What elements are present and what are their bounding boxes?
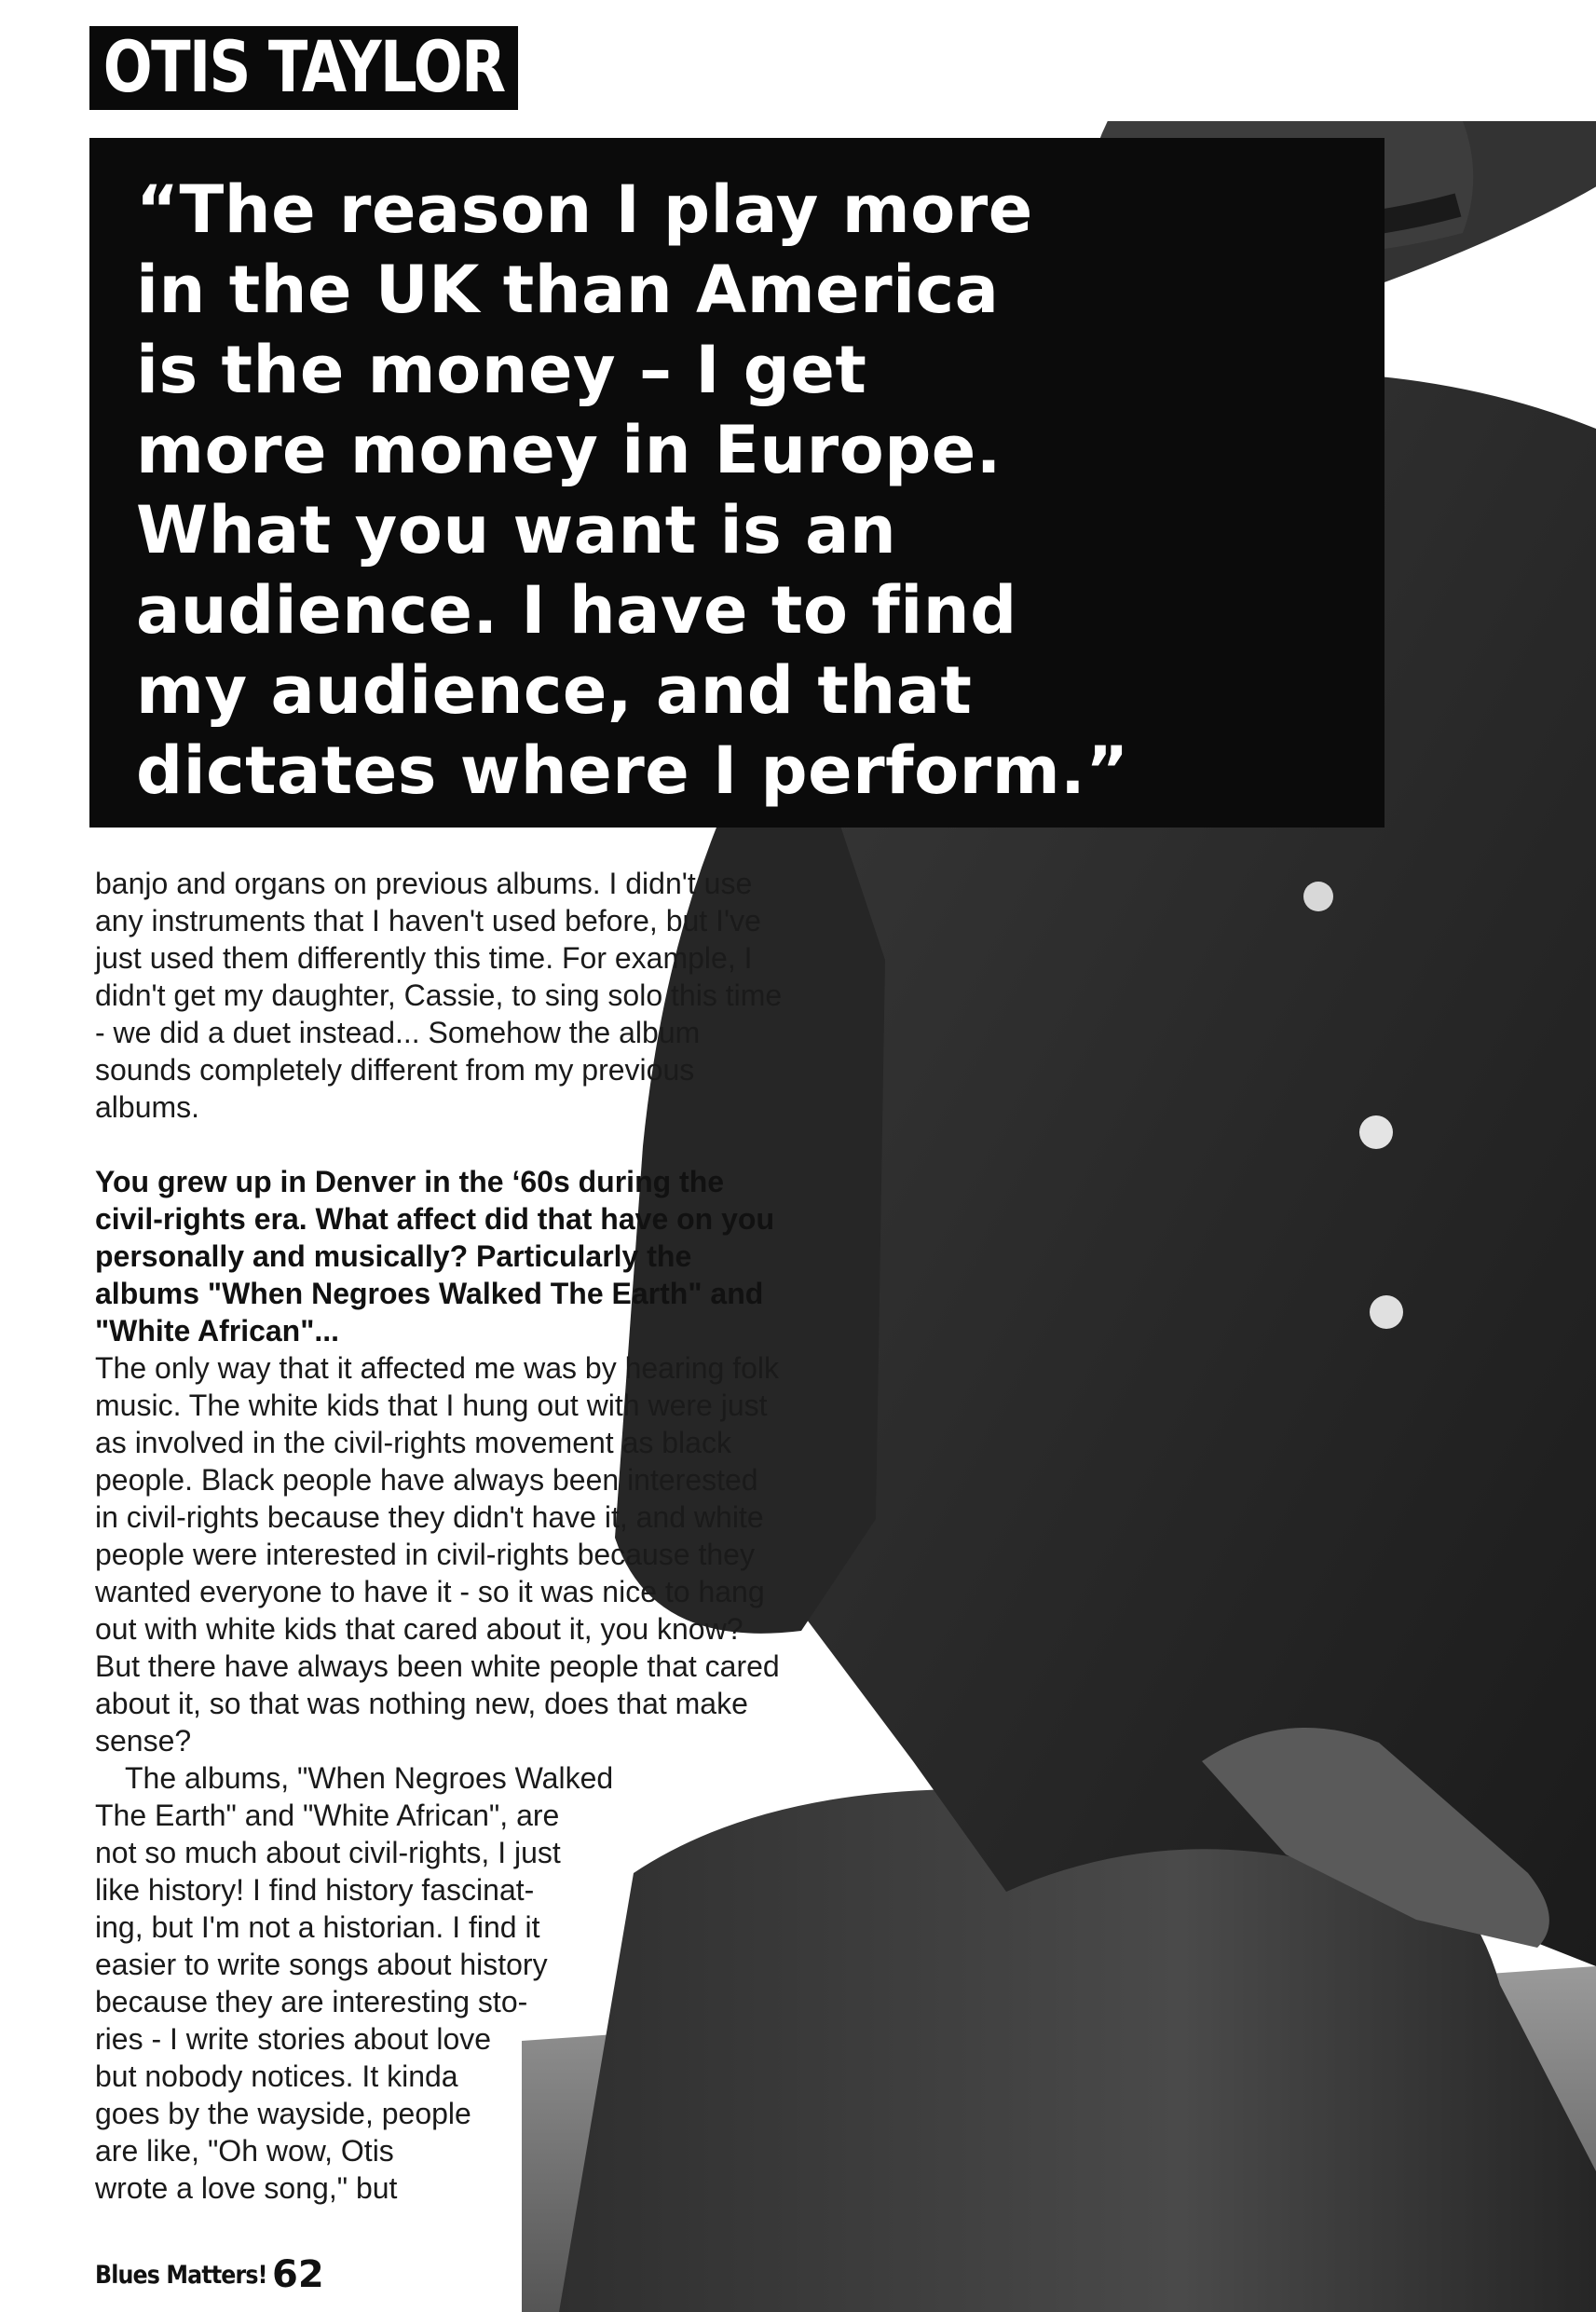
body-line: because they are interesting sto- xyxy=(95,1985,528,2018)
page-number: 62 xyxy=(272,2253,324,2296)
body-paragraph: banjo and organs on previous albums. I didn't use any instruments that I haven't used before, but I've just used them differently this time. For example, I didn't get my daughter, Cassie, to sing solo this time - we did a duet instead... Somehow the album sounds completely different from my previous albums. xyxy=(95,867,783,1124)
page-footer xyxy=(95,2253,324,2296)
pull-quote-line: What you want is an xyxy=(136,492,897,568)
body-line: but nobody notices. It kinda xyxy=(95,2059,458,2093)
coat-button xyxy=(1359,1115,1393,1149)
body-paragraph-narrow xyxy=(95,1759,784,2207)
pull-quote-line: dictates where I perform.” xyxy=(136,732,1129,809)
article-title: OTIS TAYLOR xyxy=(89,26,518,110)
body-line: The Earth" and "White African", are xyxy=(95,1799,560,1832)
pull-quote-line: is the money – I get xyxy=(136,332,867,408)
body-line: not so much about civil-rights, I just xyxy=(95,1836,561,1869)
body-line: The albums, "When Negroes Walked xyxy=(125,1761,614,1795)
pull-quote-line: more money in Europe. xyxy=(136,412,1002,488)
body-line: wrote a love song," but xyxy=(95,2171,398,2205)
pull-quote-line: my audience, and that xyxy=(136,652,973,729)
interview-question: You grew up in Denver in the ‘60s during the civil-rights era. What affect did that have on you personally and musically? Particularly the albums "When Negroes Walked The Earth" and "White African"... xyxy=(95,1165,774,1348)
body-line: ries - I write stories about love xyxy=(95,2022,492,2056)
body-line: easier to write songs about history xyxy=(95,1948,548,1981)
pull-quote-line: in the UK than America xyxy=(136,252,1000,328)
body-line: goes by the wayside, people xyxy=(95,2097,471,2130)
article-body xyxy=(95,865,784,2207)
body-line: like history! I find history fascinat- xyxy=(95,1873,535,1907)
pull-quote-line: “The reason I play more xyxy=(136,171,1033,248)
body-line: are like, "Oh wow, Otis xyxy=(95,2134,394,2168)
coat-button xyxy=(1303,882,1333,911)
pull-quote-line: audience. I have to find xyxy=(136,572,1017,649)
body-line: ing, but I'm not a historian. I find it xyxy=(95,1910,540,1944)
pull-quote xyxy=(136,170,1129,811)
publication-name: Blues Matters! xyxy=(95,2261,267,2290)
body-paragraph: The only way that it affected me was by hearing folk music. The white kids that I hung out with were just as involved in the civil-rights movement as black people. Black people have always been interested in civil-rights because they didn't have it, and white people were interested in civil-rights because they wanted everyone to have it - so it was nice to hang out with white kids that cared about it, you know? But there have always been white people that cared about it, so that was nothing new, does that make sense? xyxy=(95,1351,780,1758)
coat-button xyxy=(1370,1295,1403,1329)
